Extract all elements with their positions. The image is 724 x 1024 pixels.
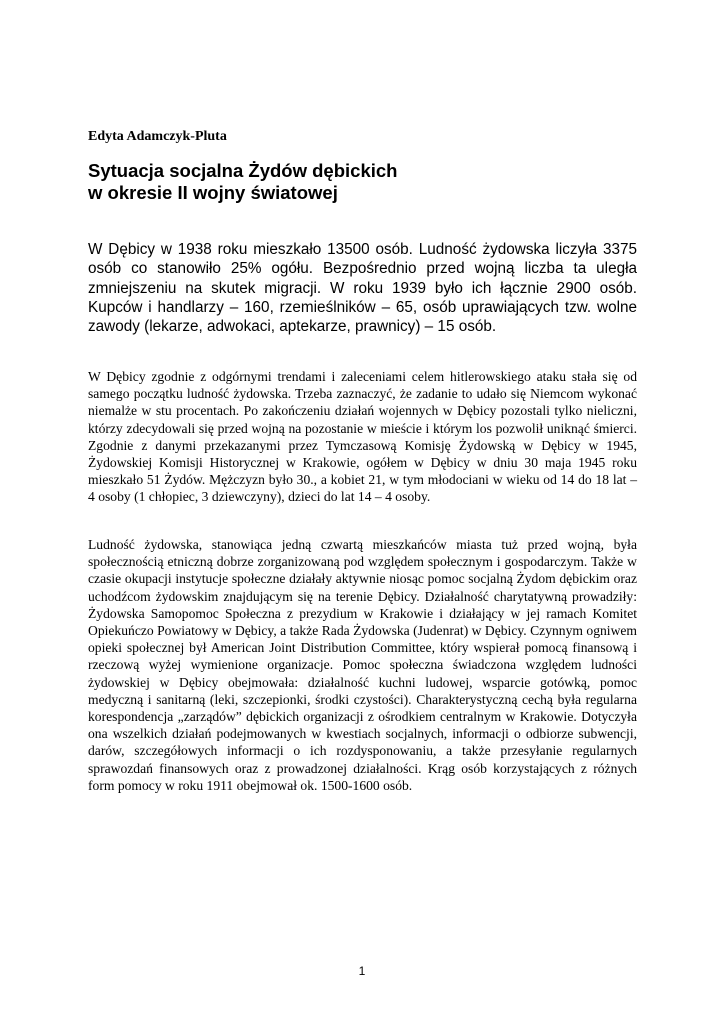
author-name: Edyta Adamczyk-Pluta bbox=[88, 129, 227, 144]
document-title bbox=[88, 160, 648, 204]
body-paragraph-1: W Dębicy zgodnie z odgórnymi trendami i zaleceniami celem hitlerowskiego ataku stała się od samego początku ludność żydowska. Trzeba zaznaczyć, że zadanie to udało się Niemcom wykonać niemalże w stu procentach. Po zakończeniu działań wojennych w Dębicy pozostali tylko nieliczni, którzy zdecydowali się przed wojną na pozostanie w mieście i którym los pozwolił uniknąć śmierci. Zgodnie z danymi przekazanymi przez Tymczasową Komisję Żydowską w Dębicy w 1945, Żydowskiej Komisji Historycznej w Krakowie, ogółem w Dębicy w dniu 30 maja 1945 roku mieszkało 51 Żydów. Mężczyzn było 30., a kobiet 21, w tym młodociani w wieku od 14 do 18 lat – 4 osoby (1 chłopiec, 3 dziewczyny), dzieci do lat 14 – 4 osoby. bbox=[88, 369, 637, 505]
lead-paragraph: W Dębicy w 1938 roku mieszkało 13500 osób. Ludność żydowska liczyła 3375 osób co stanowiło 25% ogółu. Bezpośrednio przed wojną liczba ta uległa zmniejszeniu na skutek migracji. W roku 1939 było ich łącznie 2900 osób. Kupców i handlarzy – 160, rzemieślników – 65, osób uprawiających tzw. wolne zawody (lekarze, adwokaci, aptekarze, prawnicy) – 15 osób. bbox=[88, 241, 637, 336]
title-line-1: Sytuacja socjalna Żydów dębickich bbox=[88, 160, 398, 181]
body-paragraph-2: Ludność żydowska, stanowiąca jedną czwartą mieszkańców miasta tuż przed wojną, była społecznością etniczną dobrze zorganizowaną pod względem społecznym i gospodarczym. Także w czasie okupacji instytucje społeczne działały aktywnie niosąc pomoc socjalną Żydom dębickim oraz uchodźcom żydowskim znajdującym się na terenie Dębicy. Działalność charytatywną prowadziły: Żydowska Samopomoc Społeczna z prezydium w Krakowie i działający w jej ramach Komitet Opiekuńczo Powiatowy w Dębicy, a także Rada Żydowska (Judenrat) w Dębicy. Czynnym ogniwem opieki społecznej był American Joint Distribution Committee, który wspierał pomocą finansową i rzeczową wyżej wymienione organizacje. Pomoc społeczna świadczona względem ludności żydowskiej w Dębicy obejmowała: działalność kuchni ludowej, wsparcie gotówką, pomoc medyczną i sanitarną (leki, szczepionki, środki czystości). Charakterystyczną cechą była regularna korespondencja „zarządów” dębickich organizacji z ośrodkiem centralnym w Krakowie. Dotyczyła ona wszelkich działań podejmowanych w kwestiach socjalnych, informacji o odbiorze subwencji, darów, szczegółowych informacji o ich rozdysponowaniu, a także przesyłanie regularnych sprawozdań finansowych oraz z prowadzonej działalności. Krąg osób korzystających z różnych form pomocy w roku 1911 obejmował ok. 1500-1600 osób. bbox=[88, 537, 637, 793]
page-number: 1 bbox=[358, 964, 366, 978]
title-line-2: w okresie II wojny światowej bbox=[88, 182, 338, 203]
